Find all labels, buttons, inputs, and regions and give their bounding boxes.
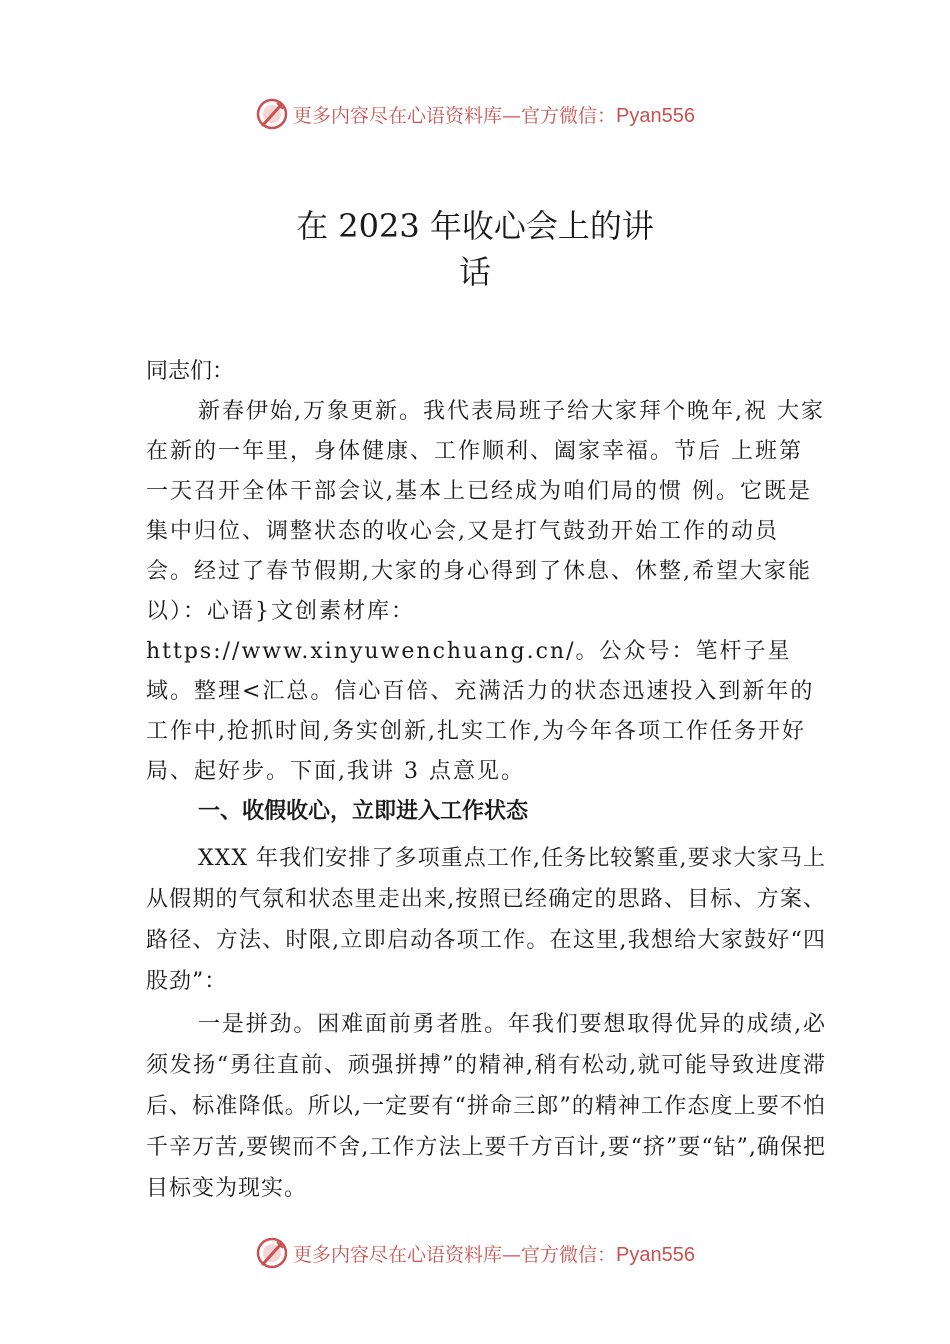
wechat-id: Pyan556 [616,104,695,127]
footer-watermark [0,1233,950,1273]
pen-logo-icon [255,97,289,131]
paragraph-section-1: XXX 年我们安排了多项重点工作,任务比较繁重,要求大家马上从假期的气氛和状态里走出来,按照已经确定的思路、目标、方案、路径、方法、时限,立即启动各项工作。在这里,我想给大家鼓好“四股劲”： [146,846,826,994]
paragraph-pinjin: 一是拼劲。困难面前勇者胜。年我们要想取得优异的成绩,必须发扬“勇往直前、顽强拼搏”的精神,稍有松动,就可能导致进度滞后、标准降低。所以,一定要有“拼命三郎”的精神工作态度上要不怕千辛万苦,要锲而不舍,工作方法上要千方百计,要“挤”要“钻”,确保把目标变为现实。 [146,1012,826,1201]
watermark-text: 更多内容尽在心语资料库—官方微信：Pyan556 [293,1243,695,1266]
document-body [146,352,826,1209]
paragraph-intro: 新春伊始,万象更新。我代表局班子给大家拜个晚年,祝 大家在新的一年里，身体健康、工作顺利、阖家幸福。节后 上班第一天召开全体干部会议,基本上已经成为咱们局的惯 例。它既是集中归位、调整状态的收心会,又是打气鼓劲开始工作的动员会。经过了春节假期,大家的身心得到了休息、休整,希望大家能以）：心语}文创素材库：https://www.xinyuwenchuang.cn/。公众号：笔杆子星域。整理<汇总。信心百倍、充满活力的状态迅速投入到新年的工作中,抢抓时间,务实创新,扎实工作,为今年各项工作任务开好局、起好步。下面,我讲 3 点意见。 [146,399,825,784]
title-line-2: 话 [458,253,491,291]
wechat-id: Pyan556 [616,1243,695,1266]
title-line-1: 在 2023 年收心会上的讲 [296,207,654,245]
pen-logo-icon [255,1236,289,1270]
watermark-text: 更多内容尽在心语资料库—官方微信：Pyan556 [293,104,695,127]
document-title [0,203,950,295]
header-watermark [0,94,950,134]
greeting: 同志们： [146,359,235,384]
section-heading-1: 一、收假收心，立即进入工作状态 [198,799,529,824]
